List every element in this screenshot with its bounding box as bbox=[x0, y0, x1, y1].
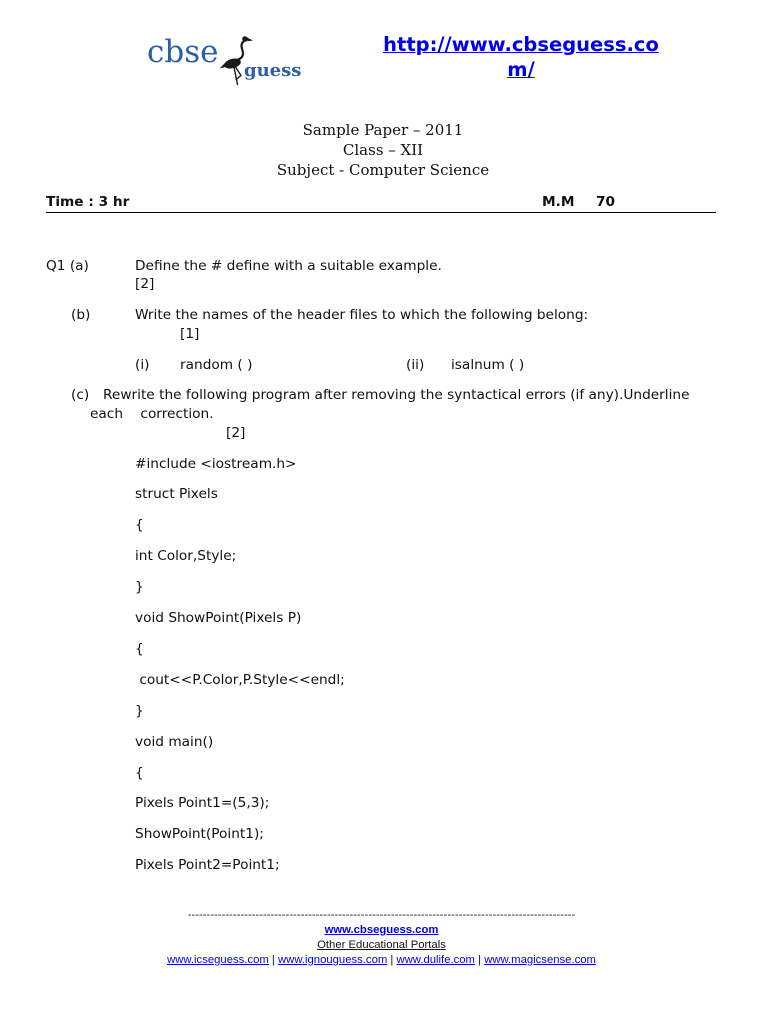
portal-link-icseguess[interactable]: www.icseguess.com bbox=[167, 953, 269, 966]
max-marks-label: M.M bbox=[542, 194, 575, 210]
question-text: Write the names of the header files to which the following belong: bbox=[135, 307, 589, 323]
max-marks-value: 70 bbox=[596, 194, 616, 210]
code-line: ShowPoint(Point1); bbox=[135, 826, 264, 843]
marks-badge: [2] bbox=[135, 276, 155, 292]
code-listing bbox=[135, 449, 345, 882]
time-label: Time : 3 hr bbox=[46, 194, 130, 210]
page-footer bbox=[0, 908, 763, 968]
portal-links bbox=[0, 953, 763, 968]
class-title: Class – XII bbox=[342, 141, 424, 159]
part-label: (c) bbox=[71, 387, 90, 403]
option-text: random ( ) bbox=[180, 357, 253, 373]
link-separator: | bbox=[271, 953, 275, 966]
question-text-continued: each correction. bbox=[90, 406, 214, 422]
portal-link-magicsense[interactable]: www.magicsense.com bbox=[484, 953, 596, 966]
portal-link-ignouguess[interactable]: www.ignouguess.com bbox=[278, 953, 388, 966]
code-line: { bbox=[135, 640, 144, 657]
footer-site-link[interactable]: www.cbseguess.com bbox=[324, 923, 439, 936]
code-line: { bbox=[135, 517, 144, 534]
code-line: } bbox=[135, 702, 144, 719]
paper-title: Sample Paper – 2011 bbox=[302, 121, 464, 139]
code-line: cout<<P.Color,P.Style<<endl; bbox=[135, 671, 345, 688]
code-line: int Color,Style; bbox=[135, 548, 237, 565]
code-line: void main() bbox=[135, 733, 214, 750]
marks-badge: [1] bbox=[180, 326, 200, 342]
question-number: Q1 (a) bbox=[46, 258, 89, 274]
portals-heading: Other Educational Portals bbox=[317, 938, 446, 951]
link-separator: | bbox=[478, 953, 482, 966]
link-separator: | bbox=[390, 953, 394, 966]
option-text: isalnum ( ) bbox=[451, 357, 525, 373]
subject-title: Subject - Computer Science bbox=[276, 161, 490, 179]
question-text: Rewrite the following program after removing the syntactical errors (if any).Underline bbox=[103, 387, 690, 403]
code-line: Pixels Point1=(5,3); bbox=[135, 795, 270, 812]
code-line: } bbox=[135, 579, 144, 596]
option-label: (i) bbox=[135, 357, 150, 373]
logo-suffix-text: guess bbox=[244, 60, 302, 81]
portal-link-dulife[interactable]: www.dulife.com bbox=[396, 953, 475, 966]
logo-brand-text: cbse bbox=[147, 34, 219, 70]
code-line: { bbox=[135, 764, 144, 781]
code-line: Pixels Point2=Point1; bbox=[135, 857, 280, 874]
marks-badge: [2] bbox=[226, 425, 246, 441]
website-url-link[interactable]: http://www.cbseguess.com/ bbox=[383, 33, 659, 81]
code-line: void ShowPoint(Pixels P) bbox=[135, 610, 302, 627]
code-line: struct Pixels bbox=[135, 486, 218, 503]
option-label: (ii) bbox=[406, 357, 425, 373]
header-divider bbox=[46, 212, 716, 213]
footer-divider: ------------------------------------------------------------------------------------------------------- bbox=[187, 908, 576, 921]
code-line: #include <iostream.h> bbox=[135, 455, 297, 472]
part-label: (b) bbox=[71, 307, 91, 323]
question-text: Define the # define with a suitable example. bbox=[135, 258, 442, 274]
